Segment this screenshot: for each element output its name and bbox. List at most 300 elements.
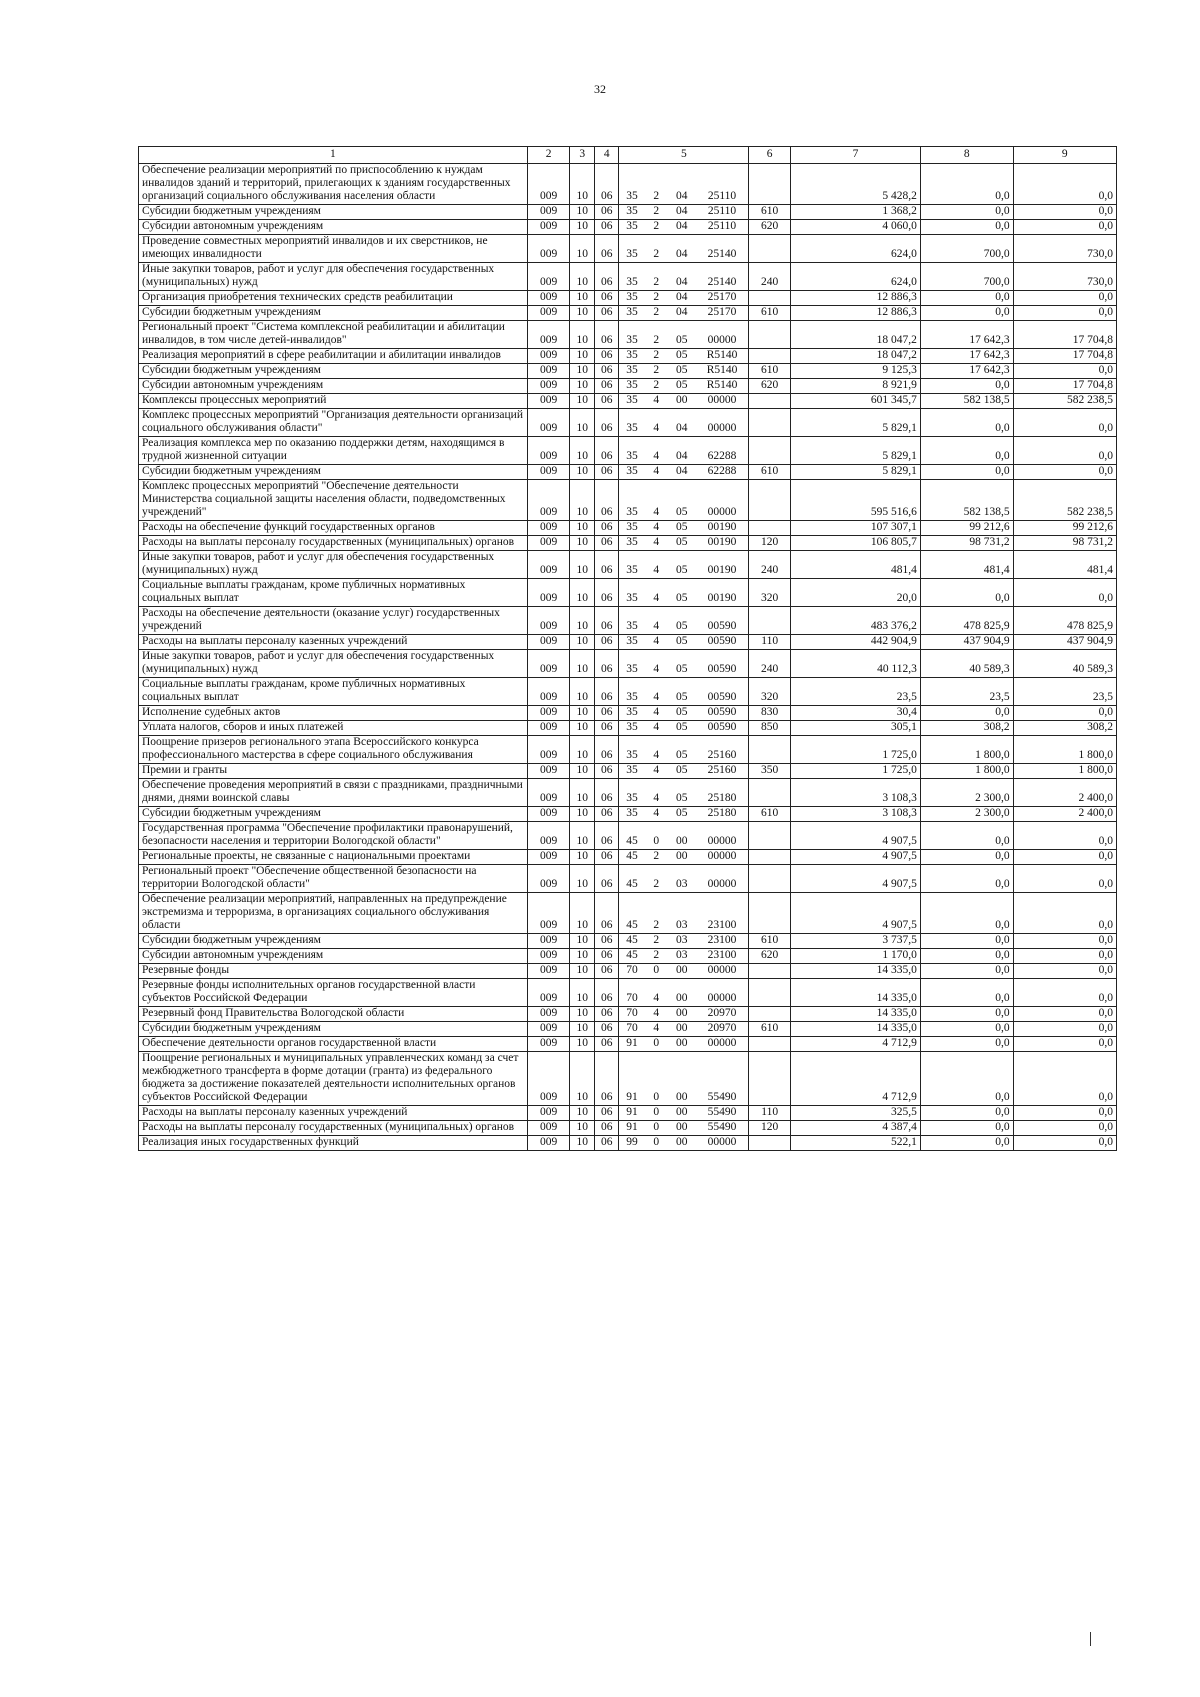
amount-col-9: 0,0 <box>1013 1121 1116 1136</box>
amount-col-9: 0,0 <box>1013 893 1116 934</box>
table-row <box>139 893 1117 934</box>
event-code: 05 <box>668 779 696 807</box>
section-code: 10 <box>570 650 595 678</box>
amount-col-7: 106 805,7 <box>790 536 920 551</box>
subsection-code: 06 <box>594 979 619 1007</box>
expense-type <box>749 291 791 306</box>
direction-code: 00590 <box>696 650 749 678</box>
table-row <box>139 764 1117 779</box>
admin-code: 009 <box>527 306 570 321</box>
section-code: 10 <box>570 807 595 822</box>
table-row <box>139 364 1117 379</box>
table-row <box>139 263 1117 291</box>
subprogram-code: 2 <box>645 291 668 306</box>
expense-type: 620 <box>749 379 791 394</box>
amount-col-9: 582 238,5 <box>1013 480 1116 521</box>
subsection-code: 06 <box>594 964 619 979</box>
direction-code: 25180 <box>696 779 749 807</box>
row-name: Уплата налогов, сборов и иных платежей <box>139 721 528 736</box>
admin-code: 009 <box>527 521 570 536</box>
direction-code: R5140 <box>696 364 749 379</box>
subprogram-code: 4 <box>645 1007 668 1022</box>
program-code: 70 <box>619 1022 645 1037</box>
amount-col-9: 437 904,9 <box>1013 635 1116 650</box>
section-code: 10 <box>570 934 595 949</box>
table-row <box>139 934 1117 949</box>
expense-type: 610 <box>749 465 791 480</box>
amount-col-9: 308,2 <box>1013 721 1116 736</box>
subprogram-code: 2 <box>645 263 668 291</box>
amount-col-8: 0,0 <box>920 291 1013 306</box>
section-code: 10 <box>570 205 595 220</box>
subsection-code: 06 <box>594 409 619 437</box>
admin-code: 009 <box>527 291 570 306</box>
row-name: Расходы на выплаты персоналу казенных учреждений <box>139 635 528 650</box>
event-code: 04 <box>668 437 696 465</box>
table-row <box>139 865 1117 893</box>
amount-col-8: 0,0 <box>920 865 1013 893</box>
amount-col-9: 1 800,0 <box>1013 764 1116 779</box>
direction-code: 00000 <box>696 321 749 349</box>
direction-code: 00190 <box>696 579 749 607</box>
expense-type: 350 <box>749 764 791 779</box>
amount-col-8: 2 300,0 <box>920 807 1013 822</box>
admin-code: 009 <box>527 1007 570 1022</box>
expense-type <box>749 607 791 635</box>
direction-code: 00000 <box>696 1037 749 1052</box>
amount-col-9: 0,0 <box>1013 979 1116 1007</box>
subsection-code: 06 <box>594 865 619 893</box>
amount-col-7: 4 060,0 <box>790 220 920 235</box>
subprogram-code: 0 <box>645 1121 668 1136</box>
amount-col-7: 5 829,1 <box>790 409 920 437</box>
subprogram-code: 2 <box>645 321 668 349</box>
amount-col-7: 601 345,7 <box>790 394 920 409</box>
expense-type <box>749 1136 791 1151</box>
amount-col-7: 18 047,2 <box>790 349 920 364</box>
subprogram-code: 4 <box>645 706 668 721</box>
subsection-code: 06 <box>594 850 619 865</box>
admin-code: 009 <box>527 779 570 807</box>
admin-code: 009 <box>527 437 570 465</box>
section-code: 10 <box>570 964 595 979</box>
subprogram-code: 4 <box>645 536 668 551</box>
row-name: Субсидии бюджетным учреждениям <box>139 934 528 949</box>
event-code: 05 <box>668 364 696 379</box>
direction-code: 62288 <box>696 437 749 465</box>
section-code: 10 <box>570 551 595 579</box>
expense-type: 110 <box>749 1106 791 1121</box>
expense-type: 850 <box>749 721 791 736</box>
program-code: 35 <box>619 536 645 551</box>
direction-code: 25110 <box>696 164 749 205</box>
admin-code: 009 <box>527 220 570 235</box>
row-name: Обеспечение реализации мероприятий, направленных на предупреждение экстремизма и терроризма, в организациях социального обслуживания области <box>139 893 528 934</box>
direction-code: 25110 <box>696 220 749 235</box>
table-row <box>139 736 1117 764</box>
event-code: 03 <box>668 934 696 949</box>
subprogram-code: 2 <box>645 220 668 235</box>
admin-code: 009 <box>527 1106 570 1121</box>
direction-code: 00190 <box>696 536 749 551</box>
event-code: 00 <box>668 1106 696 1121</box>
expense-type <box>749 979 791 1007</box>
table-row <box>139 465 1117 480</box>
expense-type: 620 <box>749 949 791 964</box>
amount-col-7: 595 516,6 <box>790 480 920 521</box>
program-code: 35 <box>619 706 645 721</box>
amount-col-7: 14 335,0 <box>790 1022 920 1037</box>
amount-col-8: 582 138,5 <box>920 394 1013 409</box>
program-code: 70 <box>619 979 645 1007</box>
amount-col-7: 40 112,3 <box>790 650 920 678</box>
header-cell: 7 <box>790 147 920 164</box>
amount-col-7: 23,5 <box>790 678 920 706</box>
amount-col-8: 0,0 <box>920 979 1013 1007</box>
subsection-code: 06 <box>594 205 619 220</box>
amount-col-8: 0,0 <box>920 306 1013 321</box>
row-name: Расходы на обеспечение функций государственных органов <box>139 521 528 536</box>
table-row <box>139 1022 1117 1037</box>
section-code: 10 <box>570 779 595 807</box>
section-code: 10 <box>570 379 595 394</box>
table-row <box>139 650 1117 678</box>
direction-code: 00000 <box>696 409 749 437</box>
subsection-code: 06 <box>594 934 619 949</box>
expense-type: 120 <box>749 536 791 551</box>
subsection-code: 06 <box>594 1007 619 1022</box>
amount-col-8: 0,0 <box>920 579 1013 607</box>
row-name: Поощрение призеров регионального этапа Всероссийского конкурса профессионального мастерства в сфере социального обслуживания <box>139 736 528 764</box>
table-row <box>139 706 1117 721</box>
amount-col-8: 17 642,3 <box>920 349 1013 364</box>
subsection-code: 06 <box>594 437 619 465</box>
amount-col-7: 18 047,2 <box>790 321 920 349</box>
program-code: 35 <box>619 521 645 536</box>
row-name: Комплексы процессных мероприятий <box>139 394 528 409</box>
section-code: 10 <box>570 291 595 306</box>
row-name: Реализация мероприятий в сфере реабилитации и абилитации инвалидов <box>139 349 528 364</box>
amount-col-8: 700,0 <box>920 235 1013 263</box>
event-code: 00 <box>668 1121 696 1136</box>
event-code: 03 <box>668 865 696 893</box>
direction-code: 25160 <box>696 736 749 764</box>
direction-code: 00590 <box>696 721 749 736</box>
expense-type: 240 <box>749 263 791 291</box>
row-name: Обеспечение реализации мероприятий по приспособлению к нуждам инвалидов зданий и территорий, прилегающих к зданиям государственных организаций социального обслуживания населения области <box>139 164 528 205</box>
event-code: 00 <box>668 1037 696 1052</box>
admin-code: 009 <box>527 650 570 678</box>
subsection-code: 06 <box>594 551 619 579</box>
section-code: 10 <box>570 465 595 480</box>
admin-code: 009 <box>527 1022 570 1037</box>
direction-code: 00590 <box>696 678 749 706</box>
direction-code: 55490 <box>696 1052 749 1106</box>
amount-col-7: 14 335,0 <box>790 964 920 979</box>
expense-type <box>749 1007 791 1022</box>
table-row <box>139 220 1117 235</box>
expense-type <box>749 822 791 850</box>
program-code: 70 <box>619 1007 645 1022</box>
admin-code: 009 <box>527 1136 570 1151</box>
event-code: 05 <box>668 579 696 607</box>
program-code: 45 <box>619 893 645 934</box>
event-code: 05 <box>668 379 696 394</box>
row-name: Реализация иных государственных функций <box>139 1136 528 1151</box>
table-row <box>139 291 1117 306</box>
expense-type: 610 <box>749 306 791 321</box>
amount-col-9: 17 704,8 <box>1013 321 1116 349</box>
amount-col-9: 0,0 <box>1013 850 1116 865</box>
subsection-code: 06 <box>594 394 619 409</box>
direction-code: 00190 <box>696 521 749 536</box>
program-code: 45 <box>619 822 645 850</box>
amount-col-7: 14 335,0 <box>790 1007 920 1022</box>
row-name: Иные закупки товаров, работ и услуг для обеспечения государственных (муниципальных) нужд <box>139 263 528 291</box>
section-code: 10 <box>570 521 595 536</box>
table-row <box>139 480 1117 521</box>
table-row <box>139 1037 1117 1052</box>
amount-col-7: 12 886,3 <box>790 291 920 306</box>
subprogram-code: 4 <box>645 521 668 536</box>
event-code: 04 <box>668 465 696 480</box>
admin-code: 009 <box>527 579 570 607</box>
program-code: 35 <box>619 579 645 607</box>
table-row <box>139 635 1117 650</box>
amount-col-7: 9 125,3 <box>790 364 920 379</box>
amount-col-8: 0,0 <box>920 934 1013 949</box>
subsection-code: 06 <box>594 764 619 779</box>
program-code: 35 <box>619 379 645 394</box>
subsection-code: 06 <box>594 1037 619 1052</box>
table-row <box>139 536 1117 551</box>
amount-col-9: 2 400,0 <box>1013 779 1116 807</box>
program-code: 35 <box>619 291 645 306</box>
direction-code: 25140 <box>696 263 749 291</box>
section-code: 10 <box>570 579 595 607</box>
section-code: 10 <box>570 1052 595 1106</box>
subprogram-code: 2 <box>645 850 668 865</box>
table-row <box>139 949 1117 964</box>
table-row <box>139 164 1117 205</box>
row-name: Исполнение судебных актов <box>139 706 528 721</box>
amount-col-7: 1 170,0 <box>790 949 920 964</box>
expense-type <box>749 850 791 865</box>
direction-code: 00000 <box>696 865 749 893</box>
subsection-code: 06 <box>594 579 619 607</box>
table-row <box>139 979 1117 1007</box>
table-row <box>139 349 1117 364</box>
subprogram-code: 2 <box>645 349 668 364</box>
section-code: 10 <box>570 635 595 650</box>
amount-col-8: 0,0 <box>920 822 1013 850</box>
table-row <box>139 807 1117 822</box>
section-code: 10 <box>570 949 595 964</box>
admin-code: 009 <box>527 764 570 779</box>
direction-code: 20970 <box>696 1022 749 1037</box>
direction-code: 23100 <box>696 949 749 964</box>
admin-code: 009 <box>527 706 570 721</box>
program-code: 35 <box>619 409 645 437</box>
subprogram-code: 4 <box>645 736 668 764</box>
direction-code: 55490 <box>696 1121 749 1136</box>
amount-col-9: 0,0 <box>1013 364 1116 379</box>
amount-col-7: 12 886,3 <box>790 306 920 321</box>
direction-code: 00590 <box>696 706 749 721</box>
amount-col-9: 0,0 <box>1013 1136 1116 1151</box>
expense-type <box>749 1037 791 1052</box>
section-code: 10 <box>570 235 595 263</box>
row-name: Субсидии бюджетным учреждениям <box>139 205 528 220</box>
table-row <box>139 321 1117 349</box>
amount-col-9: 0,0 <box>1013 1007 1116 1022</box>
section-code: 10 <box>570 480 595 521</box>
amount-col-7: 4 387,4 <box>790 1121 920 1136</box>
row-name: Организация приобретения технических средств реабилитации <box>139 291 528 306</box>
amount-col-7: 325,5 <box>790 1106 920 1121</box>
event-code: 00 <box>668 964 696 979</box>
subprogram-code: 0 <box>645 1037 668 1052</box>
row-name: Субсидии бюджетным учреждениям <box>139 1022 528 1037</box>
header-cell: 4 <box>594 147 619 164</box>
section-code: 10 <box>570 1121 595 1136</box>
amount-col-9: 0,0 <box>1013 1106 1116 1121</box>
table-row <box>139 1106 1117 1121</box>
section-code: 10 <box>570 394 595 409</box>
direction-code: 25160 <box>696 764 749 779</box>
section-code: 10 <box>570 1007 595 1022</box>
amount-col-7: 20,0 <box>790 579 920 607</box>
subprogram-code: 4 <box>645 807 668 822</box>
subsection-code: 06 <box>594 1106 619 1121</box>
table-row <box>139 521 1117 536</box>
subprogram-code: 4 <box>645 779 668 807</box>
margin-mark <box>1090 1632 1091 1646</box>
table-row <box>139 1007 1117 1022</box>
amount-col-8: 0,0 <box>920 1022 1013 1037</box>
program-code: 35 <box>619 480 645 521</box>
header-cell: 2 <box>527 147 570 164</box>
program-code: 35 <box>619 306 645 321</box>
event-code: 05 <box>668 321 696 349</box>
table-row <box>139 437 1117 465</box>
subprogram-code: 2 <box>645 934 668 949</box>
subsection-code: 06 <box>594 607 619 635</box>
amount-col-8: 98 731,2 <box>920 536 1013 551</box>
subsection-code: 06 <box>594 1022 619 1037</box>
admin-code: 009 <box>527 394 570 409</box>
table-row <box>139 394 1117 409</box>
amount-col-8: 0,0 <box>920 205 1013 220</box>
budget-table <box>138 146 1117 1151</box>
admin-code: 009 <box>527 465 570 480</box>
expense-type: 120 <box>749 1121 791 1136</box>
amount-col-9: 0,0 <box>1013 706 1116 721</box>
subprogram-code: 4 <box>645 635 668 650</box>
amount-col-7: 442 904,9 <box>790 635 920 650</box>
expense-type: 320 <box>749 579 791 607</box>
amount-col-9: 0,0 <box>1013 1037 1116 1052</box>
row-name: Премии и гранты <box>139 764 528 779</box>
header-cell: 8 <box>920 147 1013 164</box>
amount-col-7: 8 921,9 <box>790 379 920 394</box>
amount-col-7: 624,0 <box>790 263 920 291</box>
amount-col-7: 305,1 <box>790 721 920 736</box>
subprogram-code: 2 <box>645 949 668 964</box>
expense-type: 610 <box>749 807 791 822</box>
subsection-code: 06 <box>594 521 619 536</box>
subsection-code: 06 <box>594 949 619 964</box>
subsection-code: 06 <box>594 364 619 379</box>
admin-code: 009 <box>527 934 570 949</box>
section-code: 10 <box>570 850 595 865</box>
section-code: 10 <box>570 164 595 205</box>
direction-code: 25140 <box>696 235 749 263</box>
section-code: 10 <box>570 865 595 893</box>
subsection-code: 06 <box>594 678 619 706</box>
admin-code: 009 <box>527 349 570 364</box>
expense-type <box>749 164 791 205</box>
program-code: 45 <box>619 865 645 893</box>
subsection-code: 06 <box>594 736 619 764</box>
subsection-code: 06 <box>594 635 619 650</box>
amount-col-7: 14 335,0 <box>790 979 920 1007</box>
row-name: Резервные фонды <box>139 964 528 979</box>
admin-code: 009 <box>527 205 570 220</box>
expense-type: 610 <box>749 364 791 379</box>
program-code: 35 <box>619 650 645 678</box>
expense-type: 110 <box>749 635 791 650</box>
row-name: Резервные фонды исполнительных органов государственной власти субъектов Российской Федерации <box>139 979 528 1007</box>
program-code: 35 <box>619 437 645 465</box>
amount-col-9: 17 704,8 <box>1013 349 1116 364</box>
section-code: 10 <box>570 437 595 465</box>
row-name: Социальные выплаты гражданам, кроме публичных нормативных социальных выплат <box>139 678 528 706</box>
event-code: 04 <box>668 220 696 235</box>
event-code: 05 <box>668 521 696 536</box>
table-row <box>139 779 1117 807</box>
admin-code: 009 <box>527 536 570 551</box>
expense-type: 620 <box>749 220 791 235</box>
amount-col-7: 5 428,2 <box>790 164 920 205</box>
event-code: 05 <box>668 635 696 650</box>
amount-col-8: 40 589,3 <box>920 650 1013 678</box>
subprogram-code: 2 <box>645 164 668 205</box>
page-number: 32 <box>594 82 606 96</box>
row-name: Поощрение региональных и муниципальных управленческих команд за счет межбюджетного трансферта в форме дотации (гранта) из федерального бюджета за достижение показателей деятельности исполнительных органов субъектов Российской Федерации <box>139 1052 528 1106</box>
amount-col-7: 3 108,3 <box>790 807 920 822</box>
subprogram-code: 4 <box>645 650 668 678</box>
event-code: 00 <box>668 394 696 409</box>
event-code: 05 <box>668 480 696 521</box>
subprogram-code: 2 <box>645 865 668 893</box>
amount-col-9: 0,0 <box>1013 964 1116 979</box>
amount-col-8: 0,0 <box>920 409 1013 437</box>
section-code: 10 <box>570 721 595 736</box>
event-code: 00 <box>668 1007 696 1022</box>
section-code: 10 <box>570 979 595 1007</box>
row-name: Субсидии бюджетным учреждениям <box>139 364 528 379</box>
amount-col-8: 17 642,3 <box>920 321 1013 349</box>
direction-code: 00000 <box>696 979 749 1007</box>
program-code: 35 <box>619 807 645 822</box>
table-row <box>139 964 1117 979</box>
direction-code: 25170 <box>696 291 749 306</box>
expense-type: 240 <box>749 650 791 678</box>
admin-code: 009 <box>527 736 570 764</box>
admin-code: 009 <box>527 607 570 635</box>
amount-col-9: 0,0 <box>1013 579 1116 607</box>
